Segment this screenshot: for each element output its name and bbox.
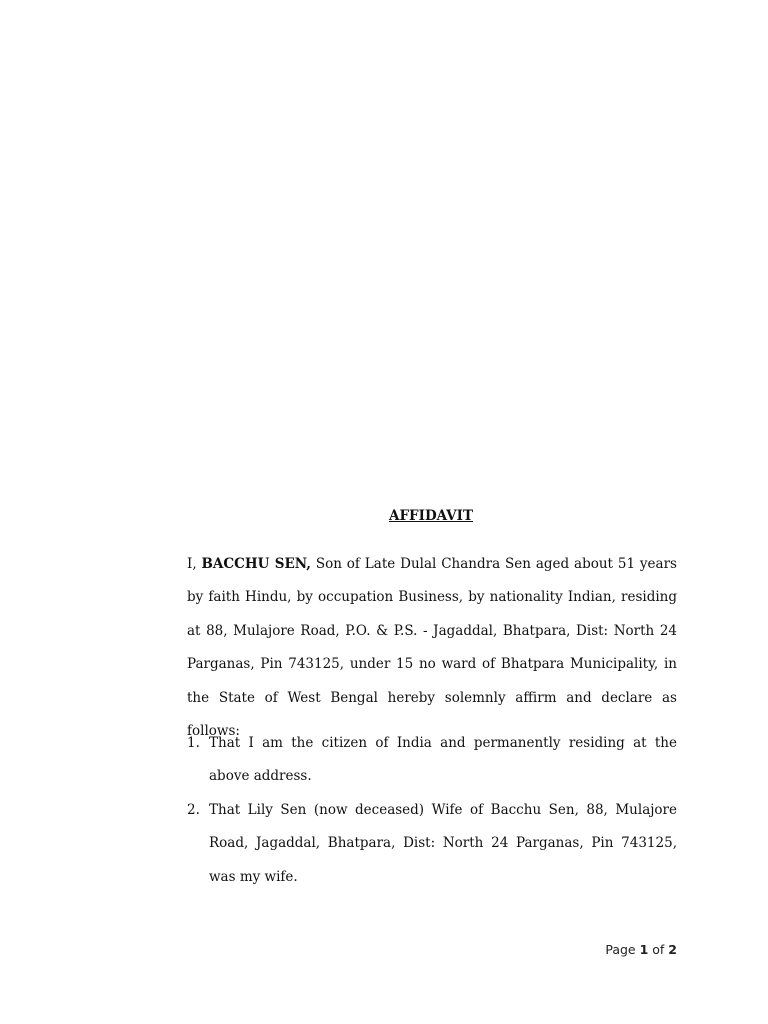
declaration-list [187, 727, 677, 894]
page-footer [605, 942, 677, 957]
list-item-number: 2. [187, 801, 200, 818]
total-pages-number: 2 [668, 942, 677, 957]
intro-paragraph [187, 548, 677, 748]
list-item-text: That Lily Sen (now deceased) Wife of Bacchu Sen, 88, Mulajore Road, Jagaddal, Bhatpara, Dist: North 24 Parganas, Pin 743125, was my wife. [209, 801, 677, 885]
list-item-number: 1. [187, 735, 200, 751]
current-page-number: 1 [639, 942, 649, 957]
document-title: AFFIDAVIT [389, 508, 473, 524]
intro-body: Son of Late Dulal Chandra Sen aged about 51 years by faith Hindu, by occupation Business, by nationality Indian, residing at 88, Mulajore Road, P.O. & P.S. - Jagaddal, Bhatpara, Dist: North 24 Parganas, Pin 743125, under 15 no ward of Bhatpara Municipality, in the State of West Bengal hereby solemnly affirm and declare as follows: [187, 556, 677, 740]
list-item [187, 794, 677, 894]
page-label: Page [605, 942, 640, 957]
deponent-name: BACCHU SEN, [201, 556, 311, 572]
list-item [187, 727, 677, 794]
list-item-text: That I am the citizen of India and permanently residing at the above address. [209, 735, 677, 785]
of-label: of [648, 942, 669, 957]
intro-prefix: I, [187, 556, 202, 572]
